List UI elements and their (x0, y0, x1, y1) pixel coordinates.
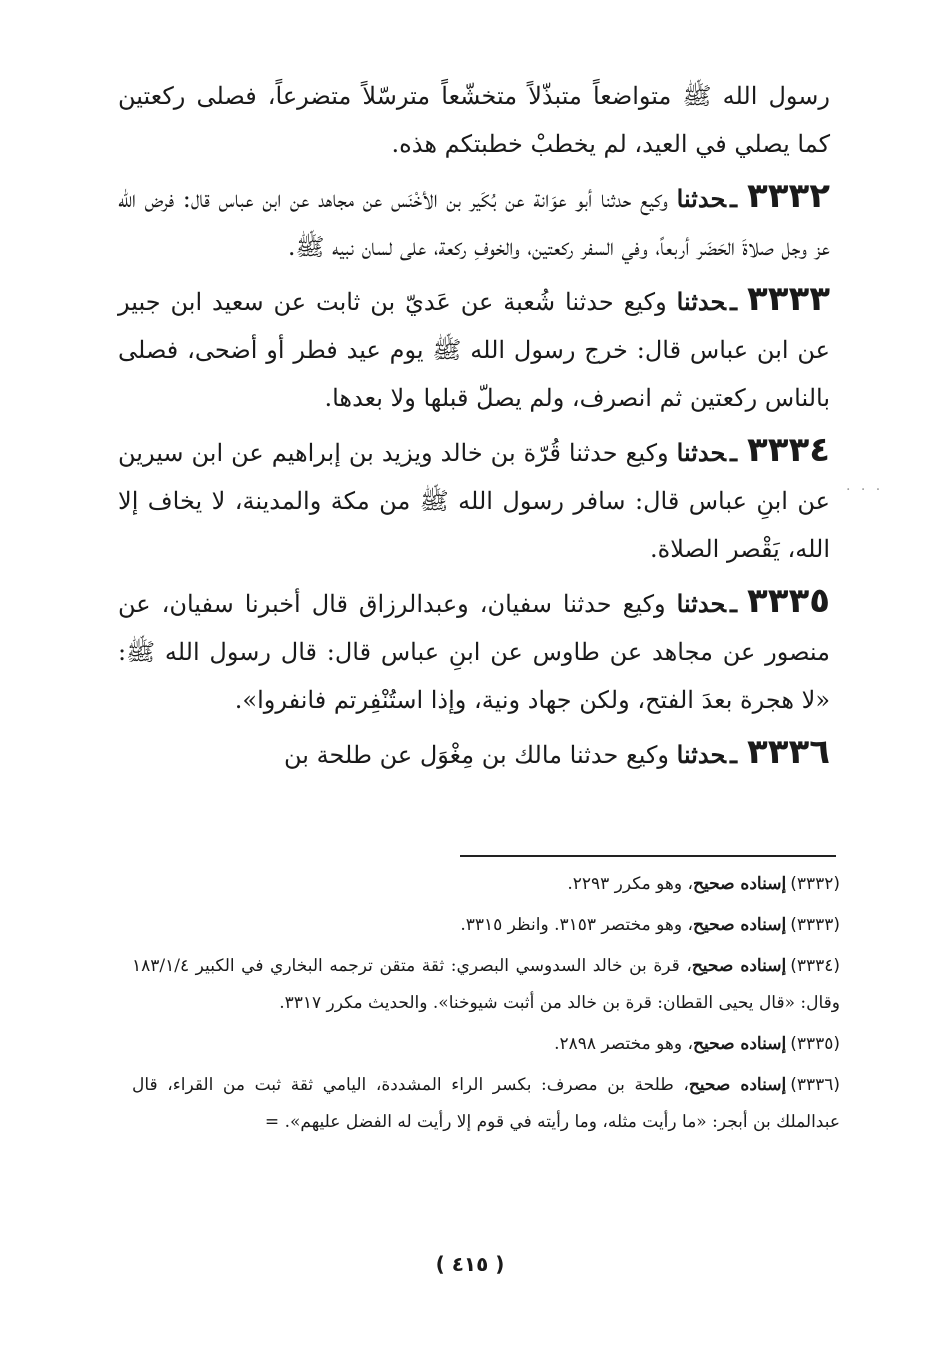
hadith-3332 (118, 172, 830, 271)
footnote-3333 (132, 907, 840, 944)
dash: ـ (729, 184, 737, 213)
footnote-3334 (132, 948, 840, 1022)
hadith-text: وكيع حدثنا مالك بن مِغْوَل عن طلحة بن (284, 741, 669, 769)
footnote-ref: (٣٣٣٤) (790, 956, 840, 976)
footnote-ref: (٣٣٣٦) (790, 1075, 840, 1095)
hadith-3336 (118, 728, 830, 779)
footnotes (132, 866, 840, 1145)
hadith-3333 (118, 275, 830, 422)
footnote-text: ، وهو مكرر ٢٢٩٣. (567, 874, 693, 894)
dash: ـ (729, 438, 737, 467)
dash: ـ (729, 589, 737, 618)
footnote-3336 (132, 1067, 840, 1141)
footnote-ref: (٣٣٣٣) (790, 915, 840, 935)
margin-mark: . . . (846, 478, 884, 494)
footnote-ref: (٣٣٣٢) (790, 874, 840, 894)
hadith-number: ٣٣٣٤ (746, 430, 830, 470)
hadith-lead: حدثنا (676, 287, 726, 316)
page-number: ( ٤١٥ ) (435, 1252, 505, 1276)
intro-paragraph: رسول الله ﷺ متواضعاً متبذّلاً متخشّعاً مترسّلاً متضرعاً، فصلى ركعتين كما يصلي في العيد، لم يخطبْ خطبتكم هذه. (118, 82, 830, 158)
hadith-text: وكيع حدثنا شُعبة عن عَديّ بن ثابت عن سعيد ابن جبير عن ابن عباس قال: خرج رسول الله ﷺ يوم عيد فطر أو أضحى، فصلى بالناس ركعتين ثم انصرف، ولم يصلّ قبلها ولا بعدها. (118, 288, 830, 412)
footnote-3332 (132, 866, 840, 903)
footnote-label: إسناده صحيح (691, 956, 787, 976)
hadith-lead: حدثنا (676, 438, 726, 467)
footnote-label: إسناده صحيح (688, 1075, 787, 1095)
hadith-3335 (118, 577, 830, 724)
hadith-number: ٣٣٣٥ (746, 581, 830, 621)
hadith-text: وكيع حدثنا سفيان، وعبدالرزاق قال أخبرنا سفيان، عن منصور عن مجاهد عن طاوس عن ابنِ عباس قال: قال رسول الله ﷺ: «لا هجرة بعدَ الفتح، ولكن جهاد ونية، وإذا استُنْفِرتم فانفروا». (118, 590, 830, 714)
hadith-text: وكيع حدثنا أبو عوَانة عن بُكَير بن الأخْنَس عن مجاهد عن ابن عباس قال: فرض الله عز وجل صلاةَ الحَضَر أربعاً، وفي السفر ركعتين، والخوفِ ركعة، على لسان نبيه ﷺ. (118, 185, 830, 261)
hadith-lead: حدثنا (676, 740, 726, 769)
footnote-3335 (132, 1026, 840, 1063)
footnote-divider (460, 855, 836, 857)
dash: ـ (729, 287, 737, 316)
footnote-label: إسناده صحيح (693, 1034, 787, 1054)
footnote-label: إسناده صحيح (693, 874, 787, 894)
footnote-ref: (٣٣٣٥) (790, 1034, 840, 1054)
hadith-lead: حدثنا (676, 184, 726, 213)
hadith-number: ٣٣٣٦ (746, 732, 830, 772)
footnote-label: إسناده صحيح (693, 915, 787, 935)
main-text (118, 72, 830, 779)
footnote-text: ، قرة بن خالد السدوسي البصري: ثقة متقن ترجمه البخاري في الكبير ١٨٣/١/٤ وقال: «قال يحيى القطان: قرة بن خالد من أثبت شيوخنا». والحديث مكرر ٣٣١٧. (132, 956, 840, 1013)
dash: ـ (729, 740, 737, 769)
hadith-number: ٣٣٣٣ (747, 279, 831, 319)
hadith-lead: حدثنا (676, 589, 726, 618)
hadith-number: ٣٣٣٢ (746, 176, 830, 216)
hadith-text: وكيع حدثنا قُرّة بن خالد ويزيد بن إبراهيم عن ابن سيرين عن ابنِ عباس قال: سافر رسول الله ﷺ من مكة والمدينة، لا يخاف إلا الله، يَقْصر الصلاة. (118, 439, 830, 563)
footnote-text: ، وهو مختصر ٢٨٩٨. (554, 1034, 693, 1054)
hadith-3334 (118, 426, 830, 573)
footnote-text: ، وهو مختصر ٣١٥٣. وانظر ٣٣١٥. (460, 915, 693, 935)
footnote-text: ، طلحة بن مصرف: بكسر الراء المشددة، اليامي ثقة ثبت من القراء، قال عبدالملك بن أبجر: «ما رأيت مثله، وما رأيته في قوم إلا رأيت له الفضل عليهم». = (132, 1075, 840, 1132)
